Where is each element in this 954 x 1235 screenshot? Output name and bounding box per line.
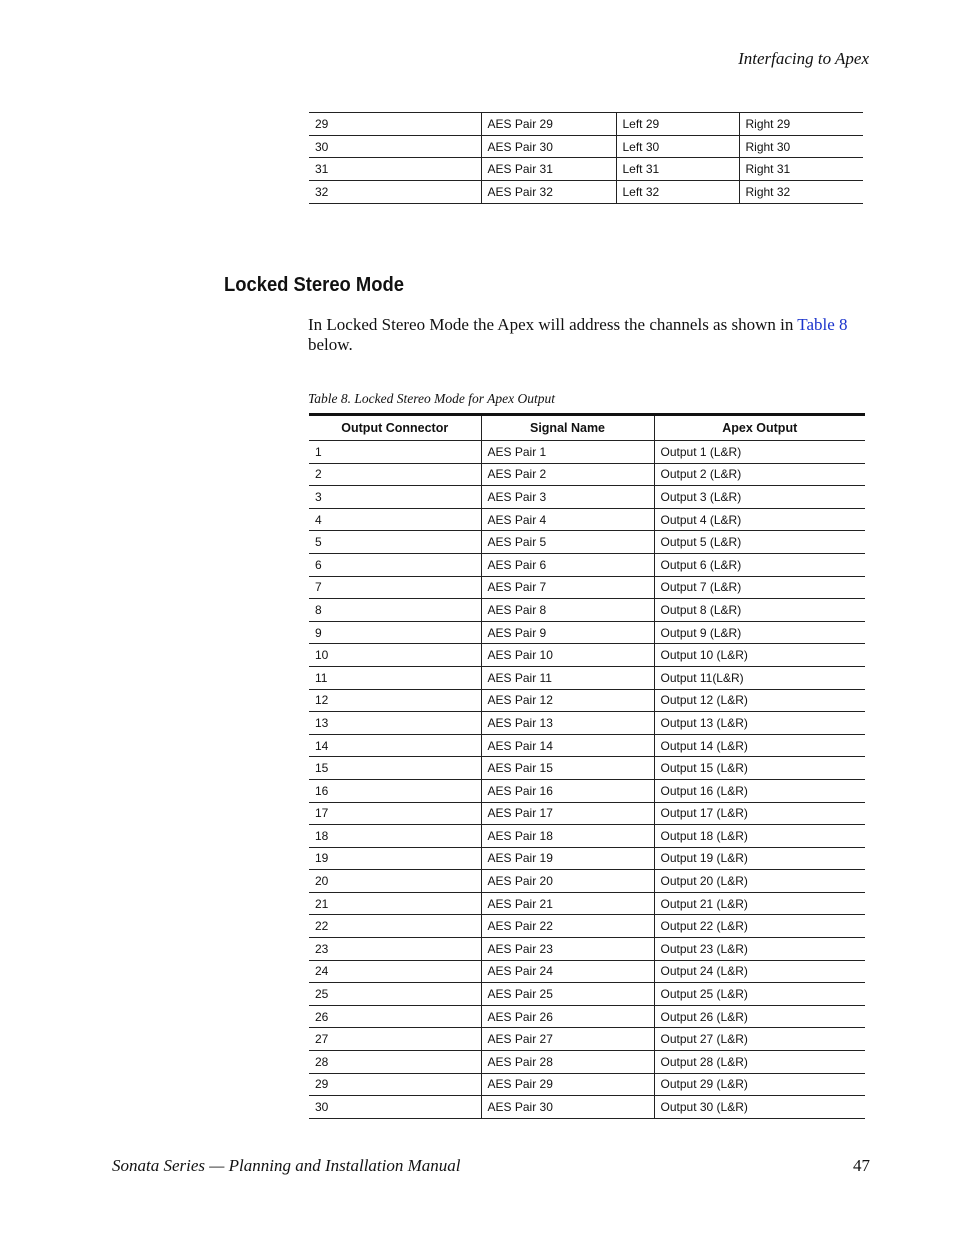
table-cell: 27 bbox=[309, 1028, 481, 1051]
table-cell: Output 26 (L&R) bbox=[654, 1005, 865, 1028]
intro-paragraph bbox=[308, 315, 868, 355]
table-cell: AES Pair 3 bbox=[481, 486, 654, 509]
table-cell: Output 28 (L&R) bbox=[654, 1051, 865, 1074]
table-row bbox=[309, 508, 865, 531]
table-row bbox=[309, 802, 865, 825]
table-row bbox=[309, 734, 865, 757]
table-cell: Output 10 (L&R) bbox=[654, 644, 865, 667]
table-cell: 5 bbox=[309, 531, 481, 554]
table-cell: Output 1 (L&R) bbox=[654, 441, 865, 464]
table-cell: AES Pair 9 bbox=[481, 621, 654, 644]
section-heading: Locked Stereo Mode bbox=[224, 274, 404, 296]
table-cell: 4 bbox=[309, 508, 481, 531]
table-cell: 31 bbox=[309, 158, 481, 181]
table-row bbox=[309, 960, 865, 983]
table-cell: Output 20 (L&R) bbox=[654, 870, 865, 893]
table-cell: Left 29 bbox=[616, 113, 739, 136]
table-cell: 20 bbox=[309, 870, 481, 893]
table-cell: 15 bbox=[309, 757, 481, 780]
table-cell: 24 bbox=[309, 960, 481, 983]
table-cell: Output 22 (L&R) bbox=[654, 915, 865, 938]
table-cell: AES Pair 16 bbox=[481, 779, 654, 802]
table-cell: Output 8 (L&R) bbox=[654, 599, 865, 622]
table-cell: Right 30 bbox=[739, 135, 863, 158]
table-cell: Right 29 bbox=[739, 113, 863, 136]
table-cell: 30 bbox=[309, 1096, 481, 1119]
table-cell: 11 bbox=[309, 666, 481, 689]
table-row bbox=[309, 531, 865, 554]
continued-table bbox=[309, 112, 863, 204]
table-cell: Output 27 (L&R) bbox=[654, 1028, 865, 1051]
intro-text: In Locked Stereo Mode the Apex will address the channels as shown in bbox=[308, 315, 798, 334]
table-cell: Output 7 (L&R) bbox=[654, 576, 865, 599]
table-cell: Output 21 (L&R) bbox=[654, 892, 865, 915]
table-cell: 12 bbox=[309, 689, 481, 712]
table-cell: Output 13 (L&R) bbox=[654, 712, 865, 735]
table-row bbox=[309, 181, 863, 204]
table-cell: Output 4 (L&R) bbox=[654, 508, 865, 531]
table-cell: 7 bbox=[309, 576, 481, 599]
table-cell: Output 2 (L&R) bbox=[654, 463, 865, 486]
table-cell: Output 30 (L&R) bbox=[654, 1096, 865, 1119]
table-cell: 30 bbox=[309, 135, 481, 158]
table-row bbox=[309, 463, 865, 486]
table-row bbox=[309, 666, 865, 689]
table-cell: AES Pair 32 bbox=[481, 181, 616, 204]
table-cell: Output 3 (L&R) bbox=[654, 486, 865, 509]
table-cell: 10 bbox=[309, 644, 481, 667]
table-cell: 29 bbox=[309, 1073, 481, 1096]
table-row bbox=[309, 553, 865, 576]
table-row bbox=[309, 1073, 865, 1096]
table-cell: 13 bbox=[309, 712, 481, 735]
table-cell: Output 11(L&R) bbox=[654, 666, 865, 689]
table-cell: AES Pair 18 bbox=[481, 825, 654, 848]
table-row bbox=[309, 689, 865, 712]
table-row bbox=[309, 779, 865, 802]
table-cell: 2 bbox=[309, 463, 481, 486]
table-cell: 26 bbox=[309, 1005, 481, 1028]
table-row bbox=[309, 644, 865, 667]
table-row bbox=[309, 441, 865, 464]
table-cell: 3 bbox=[309, 486, 481, 509]
table-cell: AES Pair 5 bbox=[481, 531, 654, 554]
table-cell: AES Pair 29 bbox=[481, 1073, 654, 1096]
table-row bbox=[309, 1096, 865, 1119]
table-cell: AES Pair 8 bbox=[481, 599, 654, 622]
table-cell: Output 12 (L&R) bbox=[654, 689, 865, 712]
table-cell: 32 bbox=[309, 181, 481, 204]
table-cell: AES Pair 6 bbox=[481, 553, 654, 576]
table-row bbox=[309, 158, 863, 181]
table-cell: 6 bbox=[309, 553, 481, 576]
table-cell: AES Pair 31 bbox=[481, 158, 616, 181]
table-row bbox=[309, 892, 865, 915]
table-cell: AES Pair 11 bbox=[481, 666, 654, 689]
table-cell: AES Pair 28 bbox=[481, 1051, 654, 1074]
table-cell: AES Pair 12 bbox=[481, 689, 654, 712]
table-cell: 9 bbox=[309, 621, 481, 644]
page-number: 47 bbox=[853, 1156, 870, 1175]
table-cell: 25 bbox=[309, 983, 481, 1006]
table-cell: 14 bbox=[309, 734, 481, 757]
table-cell: Output 14 (L&R) bbox=[654, 734, 865, 757]
table-cell: Right 32 bbox=[739, 181, 863, 204]
table-cell: Output 15 (L&R) bbox=[654, 757, 865, 780]
table-row bbox=[309, 135, 863, 158]
table-cell: AES Pair 30 bbox=[481, 135, 616, 158]
running-header: Interfacing to Apex bbox=[738, 49, 869, 68]
table-8-link[interactable]: Table 8 bbox=[797, 315, 848, 334]
table-cell: 23 bbox=[309, 938, 481, 961]
table-row bbox=[309, 599, 865, 622]
footer-title: Sonata Series — Planning and Installation Manual bbox=[112, 1156, 461, 1175]
table-cell: Left 30 bbox=[616, 135, 739, 158]
table-row bbox=[309, 825, 865, 848]
table-cell: Output 16 (L&R) bbox=[654, 779, 865, 802]
table-cell: AES Pair 15 bbox=[481, 757, 654, 780]
table-cell: AES Pair 30 bbox=[481, 1096, 654, 1119]
table-row bbox=[309, 1028, 865, 1051]
table-cell: Output 18 (L&R) bbox=[654, 825, 865, 848]
table-cell: AES Pair 27 bbox=[481, 1028, 654, 1051]
table-row bbox=[309, 870, 865, 893]
locked-stereo-table bbox=[309, 413, 865, 1119]
table-row bbox=[309, 1051, 865, 1074]
table-row bbox=[309, 576, 865, 599]
table-cell: Output 9 (L&R) bbox=[654, 621, 865, 644]
table-cell: 21 bbox=[309, 892, 481, 915]
table-cell: AES Pair 23 bbox=[481, 938, 654, 961]
table-row bbox=[309, 113, 863, 136]
table-cell: Output 19 (L&R) bbox=[654, 847, 865, 870]
table-cell: AES Pair 25 bbox=[481, 983, 654, 1006]
table-cell: AES Pair 21 bbox=[481, 892, 654, 915]
table-cell: Left 32 bbox=[616, 181, 739, 204]
table-cell: AES Pair 24 bbox=[481, 960, 654, 983]
table-cell: AES Pair 22 bbox=[481, 915, 654, 938]
table-cell: 29 bbox=[309, 113, 481, 136]
table-caption: Table 8. Locked Stereo Mode for Apex Output bbox=[308, 391, 555, 406]
table-cell: 18 bbox=[309, 825, 481, 848]
table-cell: AES Pair 2 bbox=[481, 463, 654, 486]
table-cell: 8 bbox=[309, 599, 481, 622]
table-cell: Left 31 bbox=[616, 158, 739, 181]
table-cell: Output 29 (L&R) bbox=[654, 1073, 865, 1096]
table-cell: AES Pair 13 bbox=[481, 712, 654, 735]
table-cell: 1 bbox=[309, 441, 481, 464]
table-row bbox=[309, 486, 865, 509]
table-cell: AES Pair 19 bbox=[481, 847, 654, 870]
table-header-row bbox=[309, 415, 865, 441]
table-row bbox=[309, 621, 865, 644]
table-cell: AES Pair 7 bbox=[481, 576, 654, 599]
table-cell: AES Pair 4 bbox=[481, 508, 654, 531]
column-header: Signal Name bbox=[481, 415, 654, 441]
table-cell: 16 bbox=[309, 779, 481, 802]
table-cell: AES Pair 20 bbox=[481, 870, 654, 893]
column-header: Output Connector bbox=[309, 415, 481, 441]
table-row bbox=[309, 757, 865, 780]
table-cell: Output 6 (L&R) bbox=[654, 553, 865, 576]
table-row bbox=[309, 915, 865, 938]
table-row bbox=[309, 847, 865, 870]
table-cell: Output 24 (L&R) bbox=[654, 960, 865, 983]
column-header: Apex Output bbox=[654, 415, 865, 441]
table-cell: AES Pair 29 bbox=[481, 113, 616, 136]
table-cell: AES Pair 26 bbox=[481, 1005, 654, 1028]
table-row bbox=[309, 938, 865, 961]
table-cell: AES Pair 17 bbox=[481, 802, 654, 825]
table-row bbox=[309, 1005, 865, 1028]
table-cell: 22 bbox=[309, 915, 481, 938]
table-cell: Output 5 (L&R) bbox=[654, 531, 865, 554]
table-cell: 28 bbox=[309, 1051, 481, 1074]
table-cell: 19 bbox=[309, 847, 481, 870]
table-cell: Right 31 bbox=[739, 158, 863, 181]
table-cell: Output 23 (L&R) bbox=[654, 938, 865, 961]
table-cell: 17 bbox=[309, 802, 481, 825]
table-cell: AES Pair 10 bbox=[481, 644, 654, 667]
table-row bbox=[309, 712, 865, 735]
table-cell: AES Pair 14 bbox=[481, 734, 654, 757]
intro-text-end: below. bbox=[308, 335, 353, 354]
table-cell: AES Pair 1 bbox=[481, 441, 654, 464]
table-cell: Output 17 (L&R) bbox=[654, 802, 865, 825]
table-row bbox=[309, 983, 865, 1006]
table-cell: Output 25 (L&R) bbox=[654, 983, 865, 1006]
